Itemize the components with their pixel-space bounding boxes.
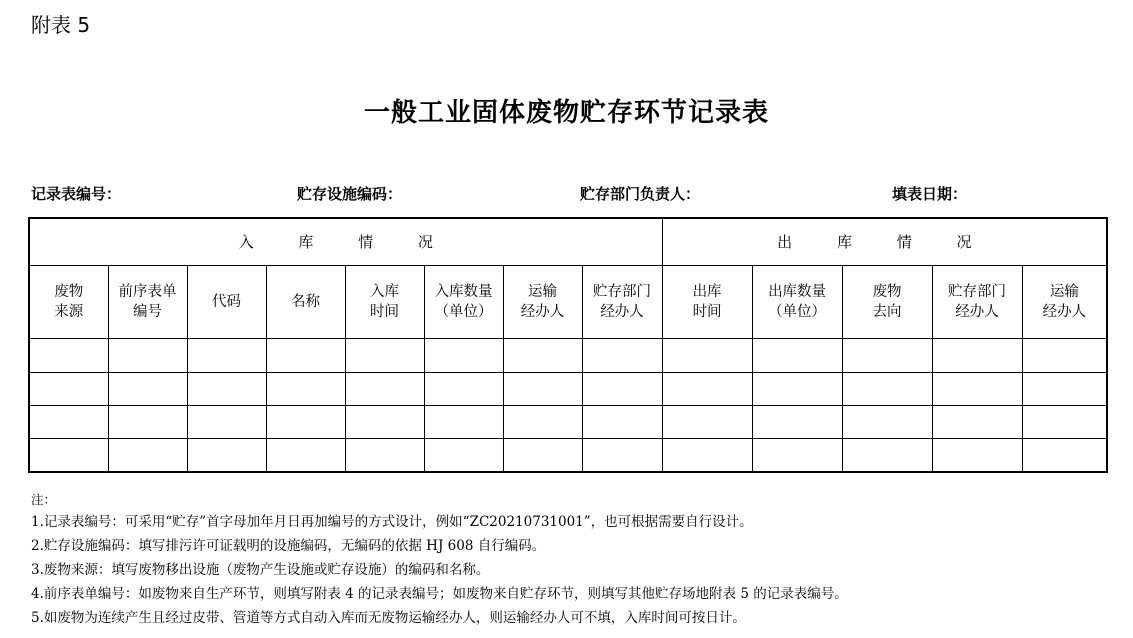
table-cell[interactable]: [266, 405, 345, 438]
table-cell[interactable]: [932, 405, 1022, 438]
column-header-line: 来源: [54, 304, 84, 321]
column-header-line: 经办人: [1042, 304, 1087, 321]
column-header: [842, 266, 932, 339]
table-cell[interactable]: [503, 438, 582, 472]
column-header-line: 经办人: [955, 304, 999, 321]
table-cell[interactable]: [752, 372, 842, 405]
column-header: [345, 266, 424, 339]
column-header-line: 废物: [54, 284, 84, 301]
table-cell[interactable]: [842, 339, 932, 372]
table-cell[interactable]: [29, 372, 108, 405]
column-header: [932, 266, 1022, 339]
table-cell[interactable]: [29, 339, 108, 372]
table-cell[interactable]: [662, 339, 752, 372]
table-cell[interactable]: [503, 372, 582, 405]
table-cell[interactable]: [662, 438, 752, 472]
table-cell[interactable]: [752, 405, 842, 438]
note-item: 2.贮存设施编码：填写排污许可证载明的设施编码，无编码的依据 HJ 608 自行编码。: [31, 538, 546, 554]
notes-heading: 注：: [31, 492, 57, 507]
table-cell[interactable]: [503, 339, 582, 372]
table-cell[interactable]: [932, 372, 1022, 405]
table-row: [29, 372, 1107, 405]
note-item: 3.废物来源：填写废物移出设施（废物产生设施或贮存设施）的编码和名称。: [31, 562, 490, 578]
table-cell[interactable]: [932, 339, 1022, 372]
table-cell[interactable]: [503, 405, 582, 438]
table-cell[interactable]: [582, 438, 662, 472]
table-cell[interactable]: [1022, 438, 1107, 472]
column-header-line: （单位）: [434, 304, 493, 321]
table-cell[interactable]: [662, 405, 752, 438]
table-cell[interactable]: [187, 438, 266, 472]
facility-code-label: 贮存设施编码：: [297, 185, 403, 203]
table-cell[interactable]: [752, 339, 842, 372]
table-cell[interactable]: [29, 438, 108, 472]
table-cell[interactable]: [582, 339, 662, 372]
column-header-line: 运输: [1049, 284, 1079, 301]
column-header: [582, 266, 662, 339]
table-cell[interactable]: [932, 438, 1022, 472]
column-header-line: 出库: [692, 284, 722, 301]
note-item: 4.前序表单编号：如废物来自生产环节，则填写附表 4 的记录表编号；如废物来自贮存环节，则填写其他贮存场地附表 5 的记录表编号。: [31, 586, 848, 602]
table-cell[interactable]: [345, 339, 424, 372]
section-outbound: 出 库 情 况: [662, 218, 1107, 266]
section-header-row: [29, 218, 1107, 266]
column-header-line: 编号: [133, 304, 162, 321]
table-cell[interactable]: [582, 372, 662, 405]
column-header: [29, 266, 108, 339]
column-header-line: 废物: [872, 284, 902, 301]
note-item: 1.记录表编号：可采用“贮存”首字母加年月日再加编号的方式设计，例如“ZC20210731001”，也可根据需要自行设计。: [31, 514, 753, 530]
column-header-line: 经办人: [520, 304, 565, 321]
column-header: [424, 266, 503, 339]
table-row: [29, 438, 1107, 472]
column-header: [1022, 266, 1107, 339]
table-cell[interactable]: [1022, 405, 1107, 438]
column-header-row: [29, 266, 1107, 339]
column-header-line: 经办人: [600, 304, 644, 321]
table-cell[interactable]: [842, 372, 932, 405]
table-cell[interactable]: [266, 438, 345, 472]
record-table: [28, 217, 1108, 473]
table-cell[interactable]: [187, 405, 266, 438]
column-header-line: 时间: [370, 304, 399, 321]
table-cell[interactable]: [842, 405, 932, 438]
table-row: [29, 405, 1107, 438]
section-inbound: 入 库 情 况: [29, 218, 662, 266]
table-cell[interactable]: [1022, 339, 1107, 372]
table-cell[interactable]: [424, 438, 503, 472]
column-header-line: 运输: [528, 284, 557, 301]
table-cell[interactable]: [424, 372, 503, 405]
table-cell[interactable]: [266, 339, 345, 372]
column-header-line: 贮存部门: [593, 284, 652, 301]
table-cell[interactable]: [424, 405, 503, 438]
column-header: [187, 266, 266, 339]
table-cell[interactable]: [424, 339, 503, 372]
table-cell[interactable]: [842, 438, 932, 472]
column-header: [266, 266, 345, 339]
note-item: 5.如废物为连续产生且经过皮带、管道等方式自动入库而无废物运输经办人，则运输经办人可不填，入库时间可按日计。: [31, 610, 746, 626]
column-header: [503, 266, 582, 339]
column-header-line: 时间: [692, 304, 722, 321]
table-cell[interactable]: [752, 438, 842, 472]
column-header: [752, 266, 842, 339]
table-cell[interactable]: [108, 438, 187, 472]
table-cell[interactable]: [108, 339, 187, 372]
column-header-line: 出库数量: [768, 284, 827, 301]
column-header-line: 去向: [872, 304, 902, 321]
column-header-line: 贮存部门: [948, 284, 1007, 301]
notes-section: [31, 490, 848, 630]
page-title: 一般工业固体废物贮存环节记录表: [363, 98, 769, 128]
record-number-label: 记录表编号：: [31, 185, 122, 203]
table-cell[interactable]: [345, 372, 424, 405]
fill-date-label: 填表日期：: [892, 185, 968, 203]
column-header-line: 名称: [291, 294, 320, 311]
column-header-line: 入库数量: [434, 284, 493, 301]
table-cell[interactable]: [345, 438, 424, 472]
column-header: [108, 266, 187, 339]
manager-label: 贮存部门负责人：: [580, 185, 701, 203]
column-header-line: 代码: [212, 294, 241, 311]
column-header-line: 前序表单: [118, 284, 177, 301]
table-cell[interactable]: [187, 372, 266, 405]
column-header-line: （单位）: [768, 304, 827, 321]
table-cell[interactable]: [29, 405, 108, 438]
table-cell[interactable]: [108, 372, 187, 405]
table-cell[interactable]: [187, 339, 266, 372]
table-row: [29, 339, 1107, 372]
table-cell[interactable]: [582, 405, 662, 438]
table-cell[interactable]: [345, 405, 424, 438]
table-cell[interactable]: [662, 372, 752, 405]
column-header-line: 入库: [370, 284, 399, 301]
table-cell[interactable]: [266, 372, 345, 405]
appendix-label: 附表 5: [31, 13, 91, 37]
table-cell[interactable]: [108, 405, 187, 438]
table-cell[interactable]: [1022, 372, 1107, 405]
column-header: [662, 266, 752, 339]
